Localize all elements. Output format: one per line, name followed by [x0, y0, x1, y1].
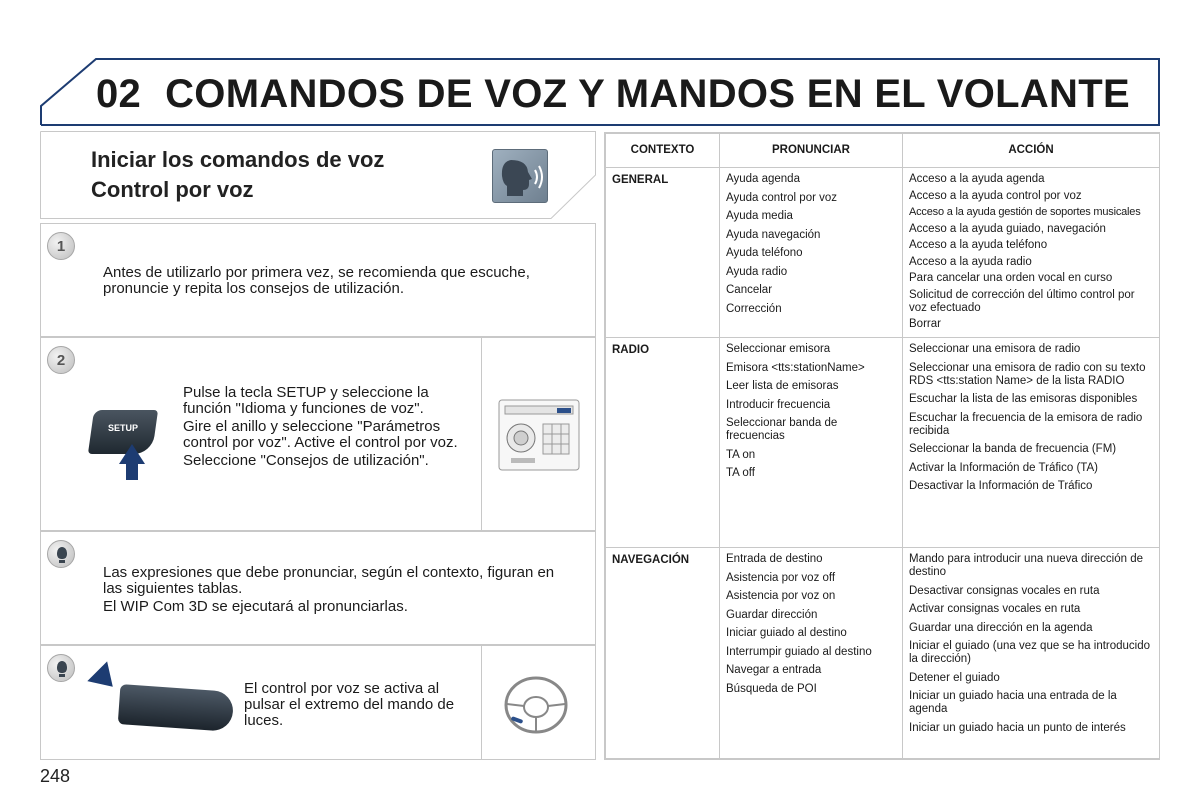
step-2-panel	[40, 337, 596, 531]
arrow-up-icon	[119, 444, 145, 464]
table-row	[606, 168, 1160, 338]
pronounce-item: Seleccionar banda de frecuencias	[726, 417, 838, 442]
action-item: Acceso a la ayuda teléfono	[909, 239, 1048, 251]
step-2-line: Seleccione "Consejos de utilización".	[183, 452, 429, 469]
pronounce-item: Guardar dirección	[726, 608, 818, 621]
pronounce-item: Ayuda media	[726, 210, 793, 222]
action-cell	[903, 338, 1160, 548]
section-title-line2: Control por voz	[91, 177, 254, 202]
pronounce-item: Seleccionar emisora	[726, 343, 831, 355]
radio-unit-image	[497, 396, 583, 474]
chapter-number: 02	[96, 72, 142, 116]
column-header-pronounce: PRONUNCIAR	[720, 134, 903, 168]
pronounce-item: TA off	[726, 467, 755, 479]
table-row	[606, 548, 1160, 759]
pronounce-item: Interrumpir guiado al destino	[726, 645, 872, 658]
step-2-line: Gire el anillo y seleccione "Parámetros control por voz". Active el control por voz.	[183, 418, 458, 451]
action-item: Acceso a la ayuda control por voz	[909, 189, 1082, 202]
action-item: Iniciar un guiado hacia una entrada de la agenda	[909, 690, 1117, 715]
action-cell	[903, 548, 1160, 759]
action-item: Mando para introducir una nueva dirección de destino	[909, 553, 1143, 578]
action-item: Borrar	[909, 318, 941, 330]
pronounce-item: Entrada de destino	[726, 553, 823, 565]
action-item: Guardar una dirección en la agenda	[909, 621, 1093, 634]
page-number: 248	[40, 766, 71, 786]
action-item: Desactivar consignas vocales en ruta	[909, 584, 1100, 597]
action-item: Seleccionar una emisora de radio con su texto RDS <tts:station Name> de la lista RADIO	[909, 361, 1146, 387]
section-title-line1: Iniciar los comandos de voz	[91, 147, 385, 172]
pronounce-item: Introducir frecuencia	[726, 398, 831, 411]
action-item: Activar la Información de Tráfico (TA)	[909, 461, 1098, 474]
pronounce-item: Búsqueda de POI	[726, 682, 817, 695]
action-item: Acceso a la ayuda guiado, navegación	[909, 222, 1106, 235]
action-item: Solicitud de corrección del último control por voz efectuado	[909, 288, 1135, 314]
step-1-panel	[40, 223, 596, 337]
action-item: Acceso a la ayuda agenda	[909, 173, 1045, 185]
pronounce-item: Ayuda radio	[726, 265, 788, 278]
table-row	[606, 338, 1160, 548]
table-header-row	[606, 134, 1160, 168]
pronounce-item: Ayuda control por voz	[726, 191, 838, 204]
lightbulb-icon	[47, 654, 75, 682]
pronounce-item: TA on	[726, 448, 756, 461]
action-item: Seleccionar una emisora de radio	[909, 343, 1081, 355]
action-item: Iniciar el guiado (una vez que se ha introducido la dirección)	[909, 640, 1151, 665]
action-item: Desactivar la Información de Tráfico	[909, 480, 1093, 492]
pronounce-item: Leer lista de emisoras	[726, 380, 839, 392]
pronounce-item: Corrección	[726, 302, 782, 315]
pronounce-item: Navegar a entrada	[726, 664, 822, 676]
cell-divider	[481, 646, 482, 759]
tip-1-text	[103, 565, 573, 617]
step-1-text: Antes de utilizarlo por primera vez, se recomienda que escuche, pronuncie y repita los consejos de utilización.	[103, 264, 530, 297]
pronounce-cell	[720, 338, 903, 548]
lightbulb-icon	[47, 540, 75, 568]
arrow-diagonal-icon	[87, 661, 122, 696]
step-2-instructions	[183, 385, 473, 471]
voice-head-icon	[493, 150, 549, 204]
pronounce-item: Iniciar guiado al destino	[726, 627, 847, 639]
voice-commands-table	[604, 132, 1160, 760]
setup-key-label: SETUP	[108, 423, 139, 433]
voice-control-icon	[492, 149, 548, 203]
chapter-title	[96, 72, 1130, 117]
context-cell: RADIO	[606, 338, 720, 548]
steering-wheel-image	[501, 674, 571, 736]
pronounce-cell	[720, 168, 903, 338]
tip-1-line: Las expresiones que debe pronunciar, según el contexto, figuran en las siguientes tablas.	[103, 564, 555, 597]
action-item: Seleccionar la banda de frecuencia (FM)	[909, 443, 1117, 455]
pronounce-item: Cancelar	[726, 284, 773, 296]
action-item: Para cancelar una orden vocal en curso	[909, 272, 1113, 284]
step-2-line: Pulse la tecla SETUP y seleccione la función "Idioma y funciones de voz".	[183, 384, 429, 417]
tip-2-panel	[40, 645, 596, 760]
step-1-badge: 1	[47, 232, 75, 260]
context-cell: GENERAL	[606, 168, 720, 338]
action-cell	[903, 168, 1160, 338]
pronounce-item: Ayuda teléfono	[726, 247, 803, 259]
pronounce-cell	[720, 548, 903, 759]
pronounce-item: Ayuda navegación	[726, 228, 821, 241]
section-title-panel	[40, 131, 596, 219]
action-item: Acceso a la ayuda radio	[909, 255, 1032, 268]
tip-2-text: El control por voz se activa al pulsar el extremo del mando de luces.	[244, 680, 455, 729]
column-header-context: CONTEXTO	[606, 134, 720, 168]
action-item: Acceso a la ayuda gestión de soportes musicales	[909, 206, 1141, 218]
context-cell: NAVEGACIÓN	[606, 548, 720, 759]
action-item: Escuchar la lista de las emisoras disponibles	[909, 393, 1138, 405]
action-item: Escuchar la frecuencia de la emisora de radio recibida	[909, 411, 1143, 437]
action-item: Activar consignas vocales en ruta	[909, 603, 1081, 615]
lighting-stalk-image	[118, 684, 235, 732]
chapter-title-text: COMANDOS DE VOZ Y MANDOS EN EL VOLANTE	[165, 72, 1130, 116]
pronounce-item: Asistencia por voz on	[726, 590, 836, 602]
action-item: Iniciar un guiado hacia un punto de interés	[909, 721, 1126, 734]
tip-1-panel	[40, 531, 596, 645]
pronounce-item: Emisora <tts:stationName>	[726, 361, 865, 374]
tip-1-line: El WIP Com 3D se ejecutará al pronunciarlas.	[103, 598, 408, 615]
step-2-badge: 2	[47, 346, 75, 374]
pronounce-item: Ayuda agenda	[726, 173, 800, 185]
action-item: Detener el guiado	[909, 671, 1000, 684]
column-header-action: ACCIÓN	[903, 134, 1160, 168]
pronounce-item: Asistencia por voz off	[726, 571, 836, 584]
cell-divider	[481, 338, 482, 530]
arrow-up-stem	[126, 462, 138, 480]
